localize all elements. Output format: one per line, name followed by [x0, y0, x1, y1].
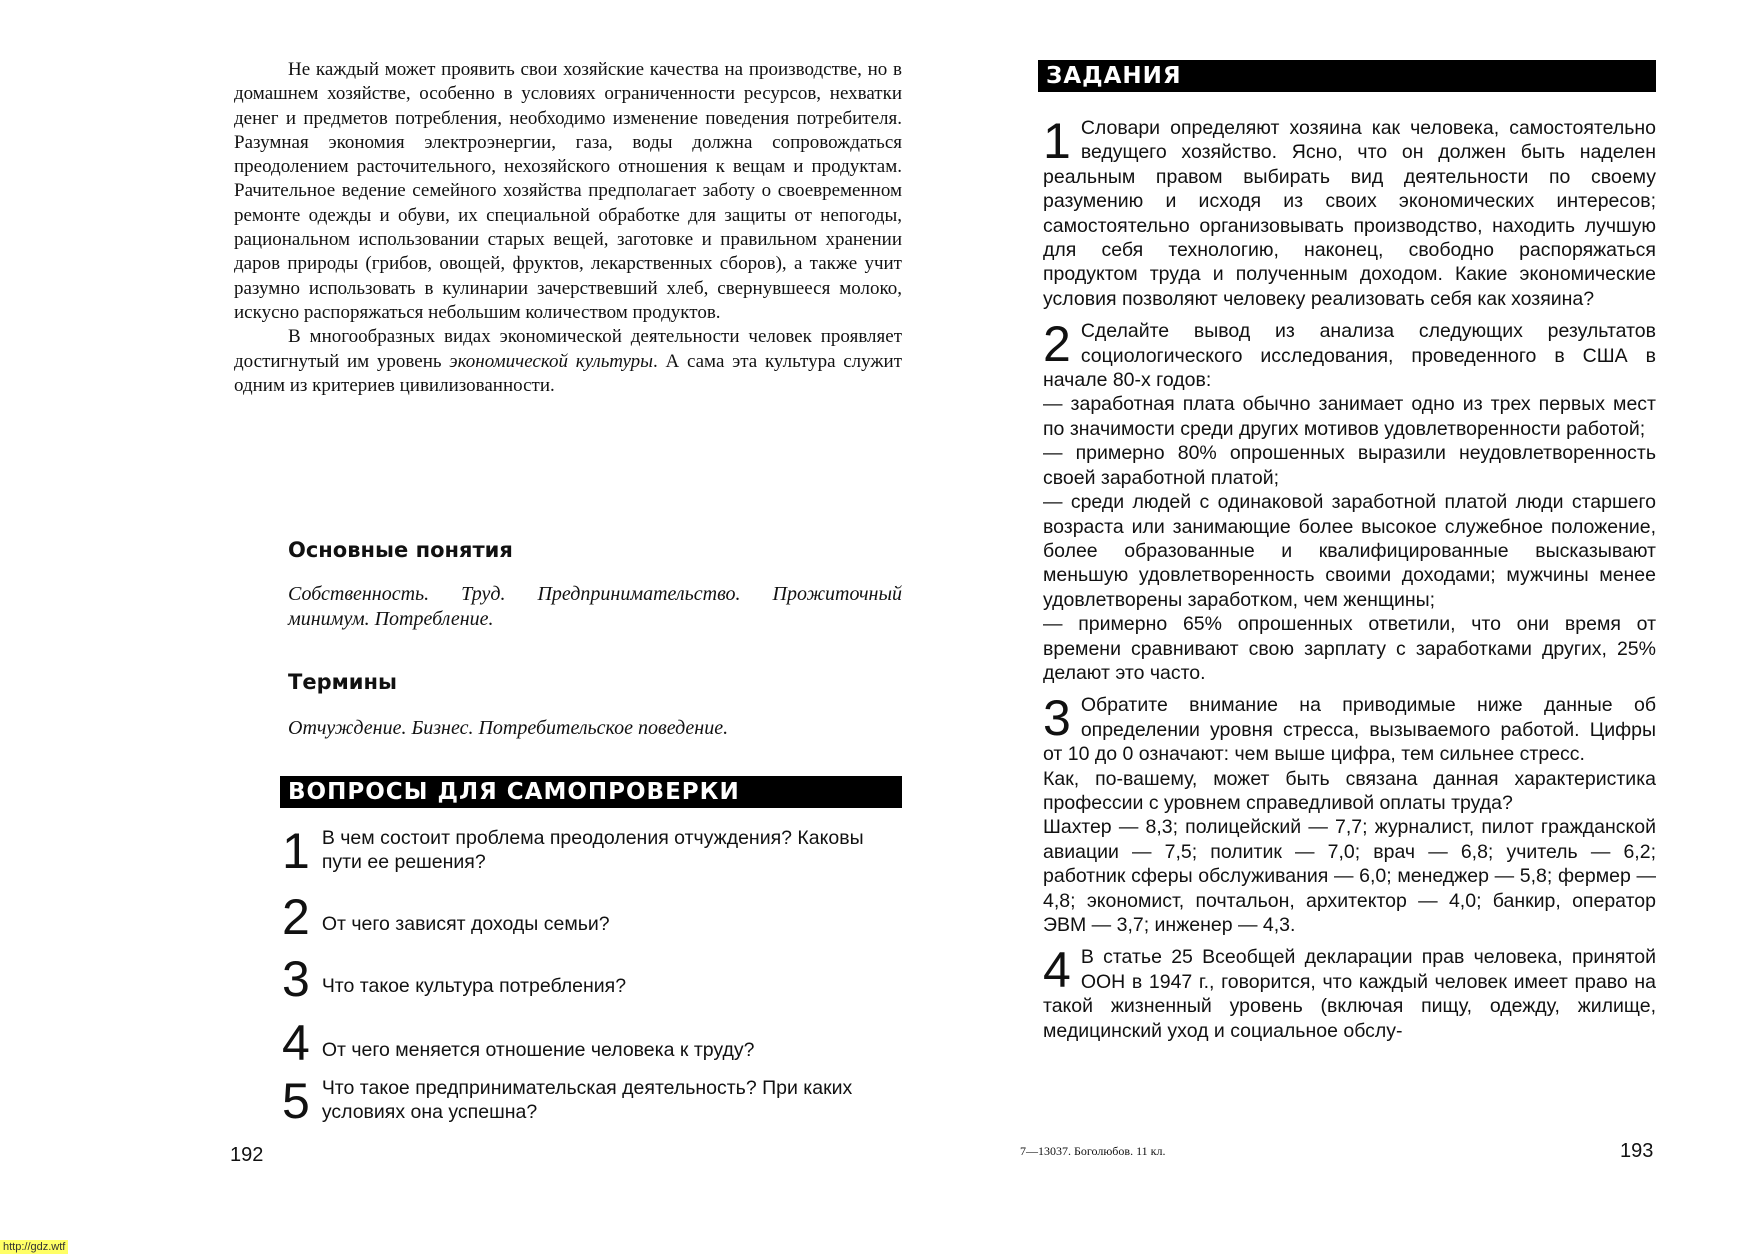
question-number: 4: [282, 1015, 310, 1071]
concepts-heading: Основные понятия: [288, 538, 513, 562]
task-number: 1: [1043, 113, 1071, 169]
question-5: [282, 1073, 902, 1129]
right-page: [900, 0, 1756, 1259]
paragraph-2-end: . А сама эта культура служит одним из критериев цивилизованности.: [234, 350, 902, 396]
task-text: В статье 25 Всеобщей декларации прав человека, принятой ООН в 1947 г., говорится, что каждый человек имеет право на такой жизненный уровень (включая пищу, одежду, жилище, медицинский уход и социальное обслу-: [1043, 946, 1656, 1042]
task-2-item: — среди людей с одинаковой заработной платой люди старшего возраста или занимающие более высокое служебное положение, более образованные и квалифицированные высказывают меньшую удовлетворенность своими доходами; мужчины менее удовлетворены заработком, чем женщины;: [1043, 491, 1656, 611]
question-3: [282, 951, 902, 1007]
question-number: 5: [282, 1073, 310, 1129]
question-2: [282, 889, 902, 945]
task-4: [1043, 942, 1656, 1043]
paragraph-2-emphasis: экономической культуры: [449, 350, 654, 372]
question-number: 1: [282, 823, 310, 879]
question-text: Что такое культура потребления?: [321, 975, 627, 997]
task-2-item: — заработная плата обычно занимает одно из трех первых мест по значимости среди других мотивов удовлетворенности работой;: [1043, 393, 1656, 440]
task-question: Как, по-вашему, может быть связана данная характеристика профессии с уровнем справедливой оплаты труда?: [1043, 767, 1656, 814]
task-text: Словари определяют хозяина как человека, самостоятельно ведущего хозяйство. Ясно, что он должен быть наделен реальным правом выбирать вид деятельности по своему разумению и исходя из своих экономических интересов; самостоятельно организовывать производство, находить лучшую для себя технологию, наконец, свободно распоряжаться продуктом труда и полученным доходом. Какие экономические условия позволяют человеку реализовать себя как хозяина?: [1043, 117, 1656, 310]
tasks-list: [1043, 113, 1656, 1051]
paragraph-2-start: В многообразных видах экономической деятельности человек проявляет достигнутый им уровень: [234, 326, 902, 372]
task-number: 4: [1043, 942, 1071, 999]
page-number: 192: [230, 1144, 264, 1166]
terms-heading: Термины: [288, 670, 397, 694]
page-number: 193: [1620, 1140, 1654, 1162]
question-text: От чего меняется отношение человека к труду?: [321, 1039, 755, 1061]
paragraph-1: Не каждый может проявить свои хозяйские качества на производстве, но в домашнем хозяйстве, особенно в условиях ограниченности ресурсов, нехватки денег и предметов потребления, необходимо изменение поведения потребителя. Разумная экономия электроэнергии, газа, воды должна сопровождаться преодолением расточительного, нехозяйского отношения к вещам и продуктам. Рачительное ведение семейного хозяйства предполагает заботу о своевременном ремонте одежды и обуви, их специальной обработке для защиты от непогоды, рациональном использовании старых вещей, заготовке и правильном хранении даров природы (грибов, овощей, фруктов, лекарственных сборов), а также учит разумно использовать в кулинарии зачерствевший хлеб, свернувшееся молоко, искусно распоряжаться небольшим количеством продуктов.: [234, 59, 902, 323]
task-2: [1043, 316, 1656, 685]
task-text: Обратите внимание на приводимые ниже данные об определении уровня стресса, вызываемого работой. Цифры от 10 до 0 означают: чем выше цифра, тем сильнее стресс.: [1043, 694, 1656, 766]
tasks-banner: ЗАДАНИЯ: [1038, 60, 1656, 92]
body-text: [234, 58, 902, 398]
question-text: В чем состоит проблема преодоления отчуждения? Каковы пути ее решения?: [321, 827, 864, 874]
task-3: [1043, 690, 1656, 937]
task-data: Шахтер — 8,3; полицейский — 7,7; журналист, пилот гражданской авиации — 7,5; политик — 7,0; врач — 6,8; учитель — 6,2; работник сферы обслуживания — 6,0; менеджер — 5,8; фермер — 4,8; экономист, почтальон, архитектор — 4,0; банкир, оператор ЭВМ — 3,7; инженер — 4,3.: [1043, 816, 1656, 936]
task-1: [1043, 113, 1656, 311]
concepts-text: Собственность. Труд. Предпринимательство. Прожиточный минимум. Потребление.: [288, 583, 902, 630]
questions-banner: ВОПРОСЫ ДЛЯ САМОПРОВЕРКИ: [280, 776, 902, 808]
question-number: 2: [282, 889, 310, 945]
task-2-item: — примерно 80% опрошенных выразили неудовлетворенность своей заработной платой;: [1043, 442, 1656, 489]
question-1: [282, 823, 902, 879]
watermark-link: http://gdz.wtf: [0, 1240, 68, 1254]
footer-note: 7—13037. Боголюбов. 11 кл.: [1020, 1144, 1166, 1158]
question-text: Что такое предпринимательская деятельность? При каких условиях она успешна?: [321, 1077, 853, 1124]
task-number: 3: [1043, 690, 1071, 747]
question-text: От чего зависят доходы семьи?: [321, 913, 610, 935]
question-4: [282, 1015, 902, 1071]
paragraph-2: [234, 325, 902, 398]
task-2-item: — примерно 65% опрошенных ответили, что они время от времени сравнивают свою зарплату с заработками других, 25% делают это часто.: [1043, 613, 1656, 684]
task-text: Сделайте вывод из анализа следующих результатов социологического исследования, проведенного в США в начале 80-х годов:: [1043, 320, 1656, 392]
question-number: 3: [282, 951, 310, 1007]
terms-text: Отчуждение. Бизнес. Потребительское поведение.: [288, 717, 729, 739]
task-number: 2: [1043, 316, 1071, 373]
